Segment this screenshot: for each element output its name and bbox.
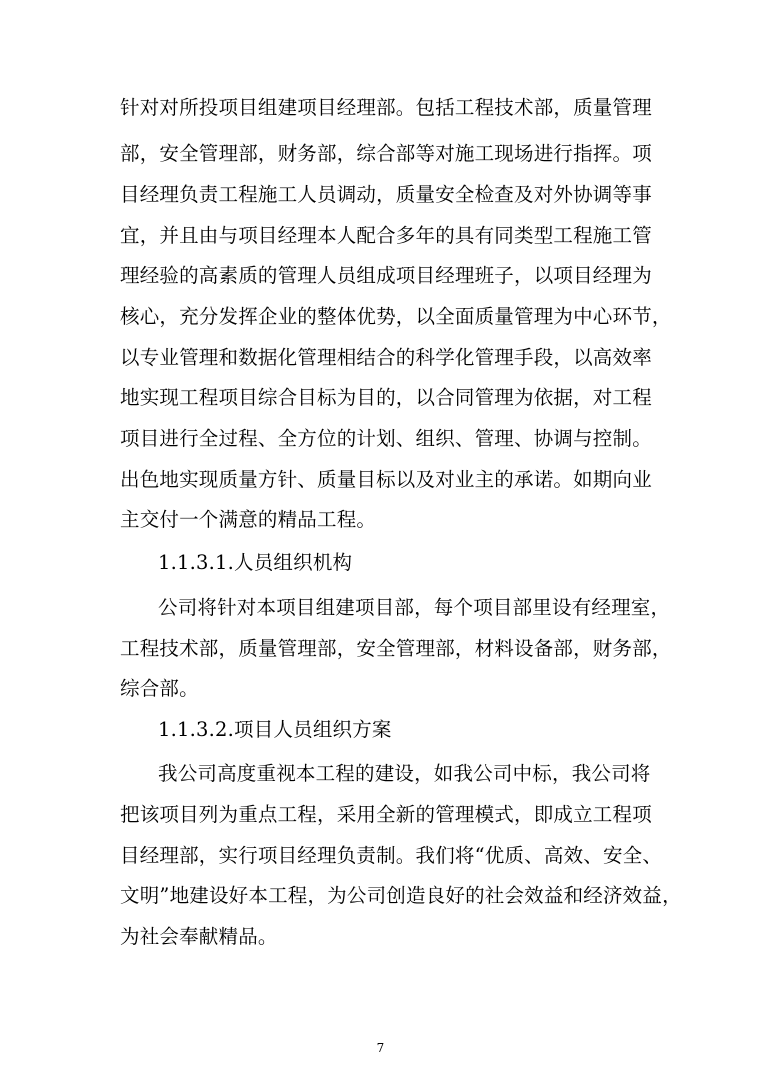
paragraph-3-line: 我公司高度重视本工程的建设，如我公司中标，我公司将 <box>158 762 651 785</box>
paragraph-3-line: 把该项目列为重点工程，采用全新的管理模式，即成立工程项 <box>120 803 652 826</box>
paragraph-1-line: 宜，并且由与项目经理本人配合多年的具有同类型工程施工管 <box>120 224 652 247</box>
paragraph-1-line: 主交付一个满意的精品工程。 <box>120 508 377 531</box>
paragraph-3-line: 目经理部，实行项目经理负责制。我们将“优质、高效、安全、 <box>120 844 663 867</box>
paragraph-2-line: 工程技术部，质量管理部，安全管理部，材料设备部，财务部， <box>120 637 672 660</box>
paragraph-1-line: 理经验的高素质的管理人员组成项目经理班子，以项目经理为 <box>120 264 652 287</box>
paragraph-1-line: 地实现工程项目综合目标为目的，以合同管理为依据，对工程 <box>120 386 652 409</box>
page-number: 7 <box>376 1041 385 1055</box>
paragraph-1-line: 针对对所投项目组建项目经理部。包括工程技术部，质量管理 <box>120 96 652 119</box>
paragraph-2-line: 综合部。 <box>120 677 199 700</box>
paragraph-1-line: 核心，充分发挥企业的整体优势，以全面质量管理为中心环节， <box>120 305 672 328</box>
paragraph-3-line: 文明”地建设好本工程，为公司创造良好的社会效益和经济效益， <box>120 884 682 907</box>
paragraph-1-line: 部，安全管理部，财务部，综合部等对施工现场进行指挥。项 <box>120 142 652 165</box>
paragraph-1-line: 项目进行全过程、全方位的计划、组织、管理、协调与控制。 <box>120 427 652 450</box>
section-heading-1-1-3-1: 1.1.3.1.人员组织机构 <box>158 551 353 574</box>
paragraph-1-line: 目经理负责工程施工人员调动，质量安全检查及对外协调等事 <box>120 183 652 206</box>
section-heading-1-1-3-2: 1.1.3.2.项目人员组织方案 <box>158 718 392 741</box>
paragraph-3-line: 为社会奉献精品。 <box>120 925 278 948</box>
paragraph-2-line: 公司将针对本项目组建项目部，每个项目部里设有经理室， <box>158 596 671 619</box>
paragraph-1-line: 以专业管理和数据化管理相结合的科学化管理手段，以高效率 <box>120 346 652 369</box>
paragraph-1-line: 出色地实现质量方针、质量目标以及对业主的承诺。如期向业 <box>120 468 652 491</box>
